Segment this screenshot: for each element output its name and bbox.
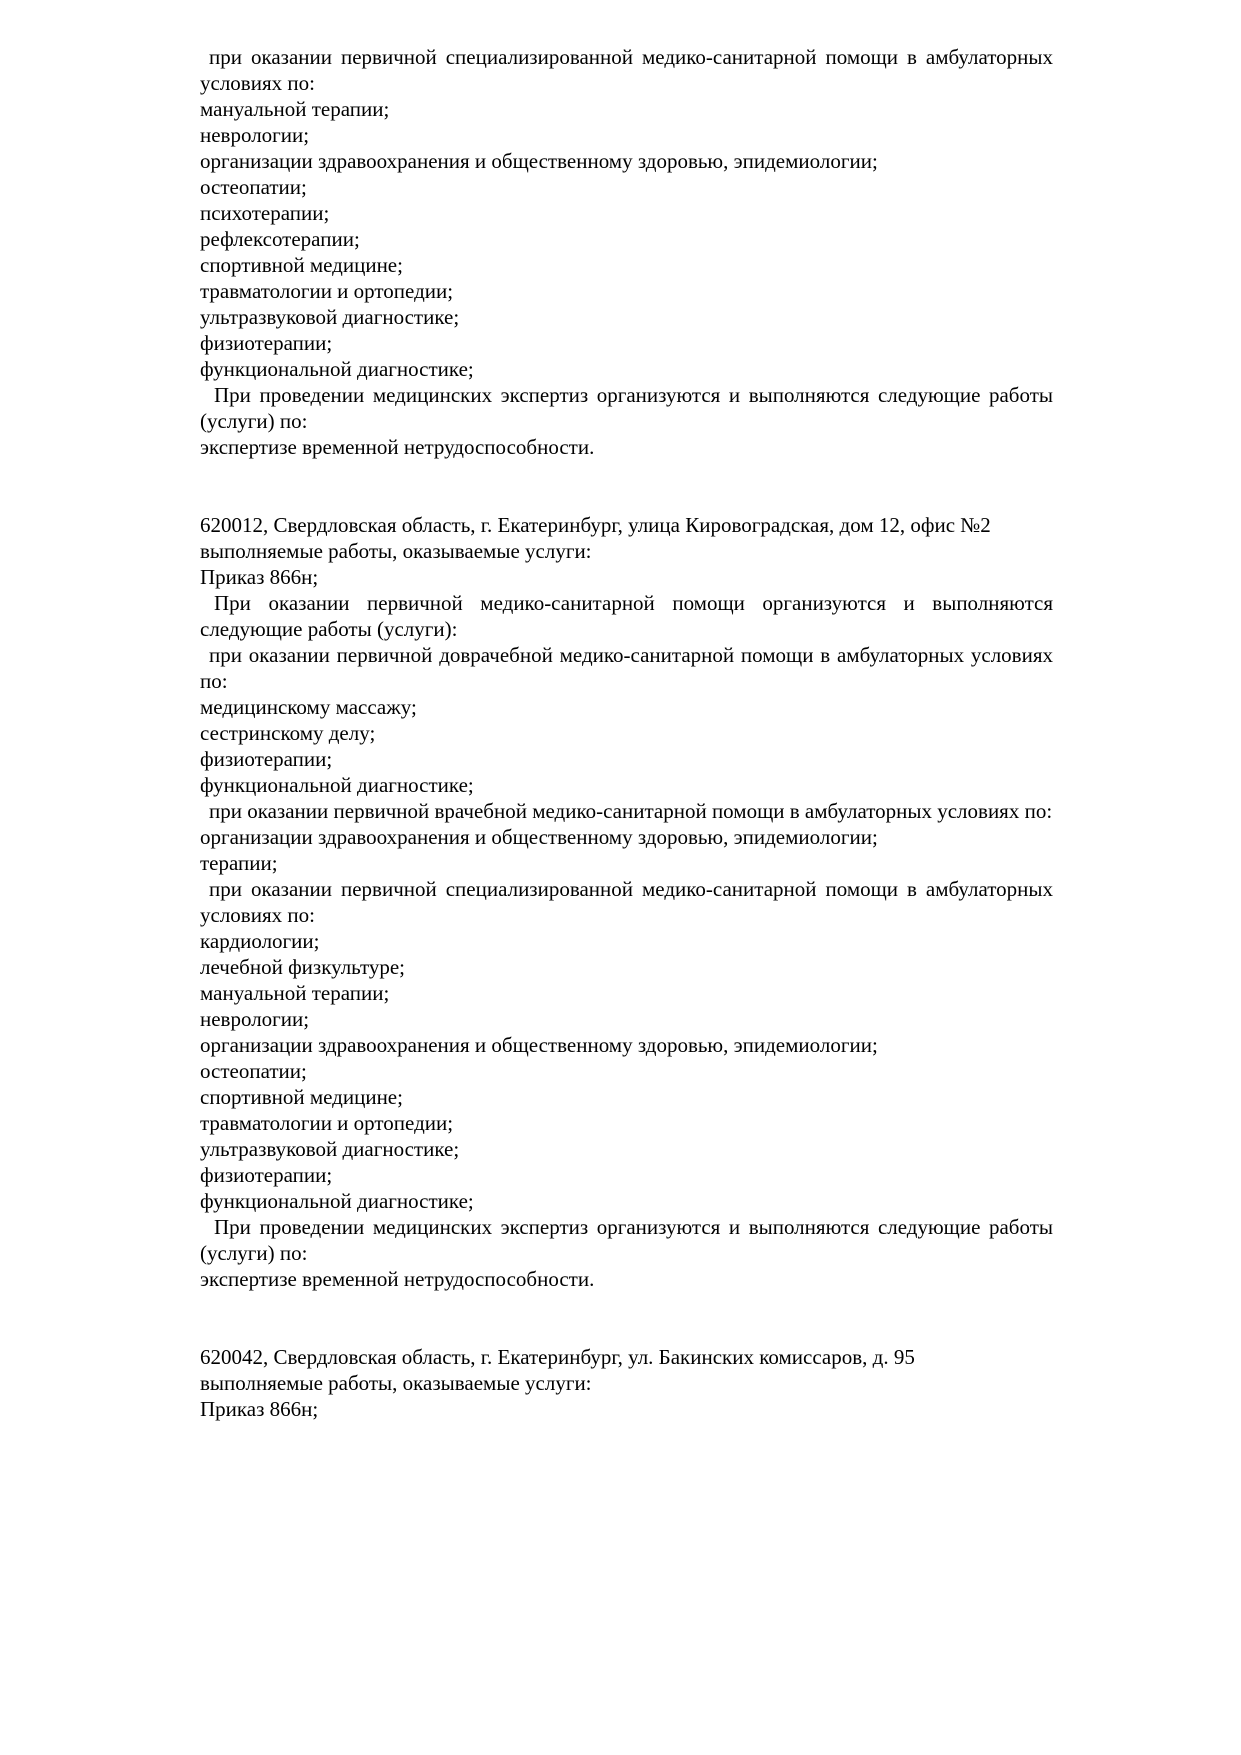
blank-line <box>200 1292 1053 1344</box>
text-line: спортивной медицине; <box>200 253 403 277</box>
text-line: неврологии; <box>200 123 310 147</box>
text-line: Приказ 866н; <box>200 565 319 589</box>
text-line: функциональной диагностике; <box>200 1189 474 1213</box>
text-line: рефлексотерапии; <box>200 227 360 251</box>
text-line: функциональной диагностике; <box>200 357 474 381</box>
text-line: кардиологии; <box>200 929 320 953</box>
text-line: лечебной физкультуре; <box>200 955 406 979</box>
text-line: при оказании первичной специализированной медико-санитарной помощи в амбулаторных условиях по: <box>200 877 1053 927</box>
text-line: травматологии и ортопедии; <box>200 1111 454 1135</box>
text-line: физиотерапии; <box>200 331 333 355</box>
text-line: выполняемые работы, оказываемые услуги: <box>200 539 592 563</box>
text-line: остеопатии; <box>200 1059 307 1083</box>
text-line: остеопатии; <box>200 175 307 199</box>
text-line: травматологии и ортопедии; <box>200 279 454 303</box>
text-line: сестринскому делу; <box>200 721 376 745</box>
text-line: При проведении медицинских экспертиз организуются и выполняются следующие работы (услуги) по: <box>200 1215 1053 1265</box>
text-line: организации здравоохранения и общественному здоровью, эпидемиологии; <box>200 149 878 173</box>
text-line: функциональной диагностике; <box>200 773 474 797</box>
text-line: при оказании первичной доврачебной медико-санитарной помощи в амбулаторных условиях по: <box>200 643 1053 693</box>
text-line: спортивной медицине; <box>200 1085 403 1109</box>
text-line: при оказании первичной специализированной медико-санитарной помощи в амбулаторных условиях по: <box>200 45 1053 95</box>
text-line: мануальной терапии; <box>200 981 390 1005</box>
text-line: 620042, Свердловская область, г. Екатеринбург, ул. Бакинских комиссаров, д. 95 <box>200 1345 915 1369</box>
text-line: неврологии; <box>200 1007 310 1031</box>
text-line: медицинскому массажу; <box>200 695 417 719</box>
text-line: ультразвуковой диагностике; <box>200 305 460 329</box>
text-line: терапии; <box>200 851 278 875</box>
text-line: 620012, Свердловская область, г. Екатеринбург, улица Кировоградская, дом 12, офис №2 <box>200 513 991 537</box>
text-line: При оказании первичной медико-санитарной помощи организуются и выполняются следующие работы (услуги): <box>200 591 1053 641</box>
text-line: ультразвуковой диагностике; <box>200 1137 460 1161</box>
text-line: При проведении медицинских экспертиз организуются и выполняются следующие работы (услуги) по: <box>200 383 1053 433</box>
text-line: экспертизе временной нетрудоспособности. <box>200 1267 595 1291</box>
document-text-body <box>200 44 1053 1422</box>
text-line: Приказ 866н; <box>200 1397 319 1421</box>
text-line: психотерапии; <box>200 201 330 225</box>
text-line: физиотерапии; <box>200 1163 333 1187</box>
text-line: мануальной терапии; <box>200 97 390 121</box>
text-line: экспертизе временной нетрудоспособности. <box>200 435 595 459</box>
blank-line <box>200 460 1053 512</box>
text-line: при оказании первичной врачебной медико-санитарной помощи в амбулаторных условиях по: <box>209 799 1053 823</box>
text-line: организации здравоохранения и общественному здоровью, эпидемиологии; <box>200 1033 878 1057</box>
text-line: выполняемые работы, оказываемые услуги: <box>200 1371 592 1395</box>
text-line: организации здравоохранения и общественному здоровью, эпидемиологии; <box>200 825 878 849</box>
text-line: физиотерапии; <box>200 747 333 771</box>
